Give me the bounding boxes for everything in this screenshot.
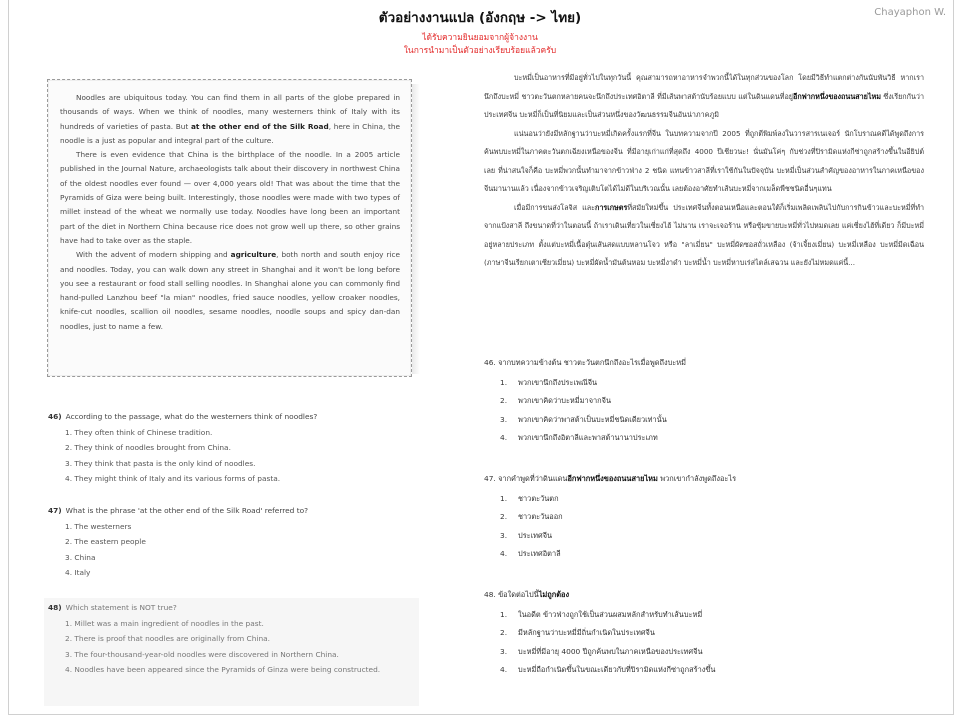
option: 3. ประเทศจีน — [500, 530, 553, 540]
option: 2. The eastern people — [65, 537, 146, 546]
passage-paragraph-3: With the advent of modern shipping and agriculture, both north and south enjoy rice and noodles. Today, you can walk down any street in Shanghai and it won't be long before you see a restaurant or food stall selling noodles. In Shanghai alone you can commonly find hand-pulled Lanzhou beef "la mian" noodles, fried sauce noodles, yellow croaker noodles, knife-cut noodles, scallion oil noodles, sesame noodles, noodle soups and spicy dan-dan noodles, just to name a few. — [60, 250, 400, 331]
option: 2. ชาวตะวันออก — [500, 512, 563, 522]
agriculture-word-thai: การเกษตร — [594, 202, 628, 212]
option: 1. ในอดีต ข้าวฟ่างถูกใช้เป็นส่วนผสมหลักสำหรับทำเส้นบะหมี่ — [500, 609, 703, 619]
option: 4. บะหมี่ถือกำเนิดขึ้นในขณะเดียวกับที่ปิรามิดแห่งกีซ่าถูกสร้างขึ้น — [500, 665, 716, 675]
translation-paragraph-1: บะหมี่เป็นอาหารที่มีอยู่ทั่วไปในทุกวันนี้ คุณสามารถหาอาหารจำพวกนี้ได้ในทุกส่วนของโลก โดยมีวิธีทำแตกต่างกันนับพันวิธี หากเรานึกถึงบะหมี่ ชาวตะวันตกหลายคนจะนึกถึงประเทศอิตาลี ที่มีเส้นพาสต้านับร้อยแบบ แต่ในดินแดนที่อยู่อีกฟากหนึ่งของถนนสายไหม ซึ่งเรียกกันว่าประเทศจีน บะหมี่ก็เป็นที่นิยมและเป็นส่วนหนึ่งของวัฒนธรรมจีนอันน่าภาคภูมิ — [484, 73, 924, 119]
option: 2. พวกเขาคิดว่าบะหมี่มาจากจีน — [500, 396, 612, 406]
scan-shadow — [412, 84, 420, 374]
silk-road-phrase-thai: อีกฟากหนึ่งของถนนสายไหม — [793, 91, 881, 101]
option: 2. They think of noodles brought from China. — [65, 443, 231, 452]
permission-note-line-2: ในการนำมาเป็นตัวอย่างเรียบร้อยแล้วครับ — [403, 46, 557, 56]
english-question-46: 46) According to the passage, what do the westerners think of noodles? 1. They often think of Chinese tradition. 2. They think of noodles brought from China. 3. They think that pasta is the only kind of noodles. 4. They might think of Italy and its various forms of pasta. — [48, 409, 408, 487]
option: 1. Millet was a main ingredient of noodles in the past. — [65, 618, 264, 628]
thai-question-47: 47. จากคำพูดที่ว่าดินแดนอีกฟากหนึ่งของถนนสายไหม พวกเขากำลังพูดถึงอะไร 1. ชาวตะวันตก 2. ชาวตะวันออก 3. ประเทศจีน 4. ประเทศอิตาลี — [484, 470, 924, 564]
english-question-47: 47) What is the phrase 'at the other end of the Silk Road' referred to? 1. The westerners 2. The eastern people 3. China 4. Italy — [48, 503, 408, 581]
option: 3. The four-thousand-year-old noodles were discovered in Northern China. — [65, 649, 339, 659]
option: 3. บะหมี่ที่มีอายุ 4000 ปีถูกค้นพบในภาคเหนือของประเทศจีน — [500, 646, 703, 656]
agriculture-word: agriculture — [230, 250, 277, 260]
option: 2. There is proof that noodles are originally from China. — [65, 634, 271, 643]
permission-note-line-1: ได้รับความยินยอมจากผู้จ้างงาน — [422, 33, 538, 43]
passage-paragraph-1: Noodles are ubiquitous today. You can find them in all parts of the globe prepared in thousands of ways. When we think of noodles, many westerners think of Italy with its hundreds of varieties of pasta. But at the other end of the Silk Road, here in China, the noodle is a just as popular and integral part of the culture. — [60, 93, 400, 145]
option: 1. The westerners — [65, 521, 132, 531]
option: 4. Italy — [65, 568, 91, 577]
silk-road-phrase: at the other end of the Silk Road — [190, 121, 329, 131]
translation-paragraph-2: แน่นอนว่ายังมีหลักฐานว่าบะหมี่เกิดครั้งแรกที่จีน ในบทความจากปี 2005 ที่ถูกตีพิมพ์ลงในวารสารเนเจอร์ นักโบราณคดีได้พูดถึงการค้นพบบะหมี่ในภาคตะวันตกเฉียงเหนือของจีน ที่มีอายุเก่าแก่ที่สุดถึง 4000 ปีเชียวนะ! นั่นมันโค่ๆ กับช่วงที่ปิรามิดแห่งกีซ่าถูกสร้างขึ้นในอียิปต์เลย ที่น่าสนใจก็คือ บะหมี่พวกนั้นทำมาจากข้าวฟ่าง 2 ชนิด แทนข้าวสาลีที่เราใช้กันในปัจจุบัน บะหมี่เป็นส่วนสำคัญของอาหารในภาคเหนือของจีนมานานแล้ว เนื่องจากข้าวเจริญเติบโตได้ไม่ดีในบริเวณนั้น เลยต้องอาศัยทำเส้นบะหมี่จากเมล็ดพืชชนิดอื่นๆแทน — [484, 128, 924, 193]
english-passage-box — [47, 79, 412, 377]
option: 2. มีหลักฐานว่าบะหมี่มีถิ่นกำเนิดในประเทศจีน — [500, 628, 655, 638]
thai-question-48: 48. ข้อใดต่อไปนี้ไม่ถูกต้อง 1. ในอดีต ข้าวฟ่างถูกใช้เป็นส่วนผสมหลักสำหรับทำเส้นบะหมี่ 2. มีหลักฐานว่าบะหมี่มีถิ่นกำเนิดในประเทศจีน 3. บะหมี่ที่มีอายุ 4000 ปีถูกค้นพบในภาคเหนือของประเทศจีน 4. บะหมี่ถือกำเนิดขึ้นในขณะเดียวกับที่ปิรามิดแห่งกีซ่าถูกสร้างขึ้น — [484, 586, 924, 680]
option: 1. พวกเขานึกถึงประเพณีจีน — [500, 377, 598, 387]
option: 3. They think that pasta is the only kind of noodles. — [65, 458, 256, 468]
option: 4. ประเทศอิตาลี — [500, 549, 561, 559]
thai-question-46: 46. จากบทความข้างต้น ชาวตะวันตกนึกถึงอะไรเมื่อพูดถึงบะหมี่ 1. พวกเขานึกถึงประเพณีจีน 2. พวกเขาคิดว่าบะหมี่มาจากจีน 3. พวกเขาคิดว่าพาสต้าเป็นบะหมี่ชนิดเดียวเท่านั้น 4. พวกเขานึกถึงอิตาลีและพาสต้านานาประเภท — [484, 354, 924, 448]
passage-paragraph-2: There is even evidence that China is the birthplace of the noodle. In a 2005 article published in the Journal Nature, archaeologists talk about their discovery in northwest China of the oldest noodles ever found — over 4,000 years old! That was about the time that the Pyramids of Giza were being built. Interestingly, those noodles were made with two types of millet instead of the wheat we normally use today. Noodles have long been an important part of the diet in Northern China because rice does not grow well up there, so other grains have had to take over as the staple. — [60, 150, 400, 245]
option: 4. They might think of Italy and its various forms of pasta. — [65, 474, 281, 483]
author-name: Chayaphon W. — [874, 7, 946, 18]
english-question-48: 48) Which statement is NOT true? 1. Millet was a main ingredient of noodles in the past. 2. There is proof that noodles are originally from China. 3. The four-thousand-year-old noodles were discovered in Northern China. 4. Noodles have been appeared since the Pyramids of Ginza were being constructed. — [48, 600, 408, 678]
option: 3. พวกเขาคิดว่าพาสต้าเป็นบะหมี่ชนิดเดียวเท่านั้น — [500, 414, 667, 424]
option: 4. Noodles have been appeared since the Pyramids of Ginza were being constructed. — [65, 665, 381, 674]
option: 4. พวกเขานึกถึงอิตาลีและพาสต้านานาประเภท — [500, 433, 658, 443]
page-title: ตัวอย่างงานแปล (อังกฤษ -> ไทย) — [378, 10, 582, 26]
option: 3. China — [65, 552, 96, 562]
option: 1. ชาวตะวันตก — [500, 493, 559, 503]
option: 1. They often think of Chinese tradition. — [65, 427, 213, 437]
thai-translation — [484, 69, 924, 273]
translation-paragraph-3: เมื่อมีการขนส่งโลจิส และการเกษตรที่สมัยใหม่ขึ้น ประเทศจีนทั้งตอนเหนือและตอนใต้ก็เริ่มเพลิดเพลินไปกับการกินข้าวและบะหมี่ที่ทำจากแป้งสาลี ถึงขนาดที่ว่าในตอนนี้ ถ้าเราเดินเที่ยวในเซี่ยงไฮ้ ไม่นาน เราจะเจอร้าน หรือซุ้มขายบะหมี่ทั่วไปหมดเลย แค่เซี่ยงไฮ้ที่เดียว ก็มีบะหมี่อยู่หลายประเภท ตั้งแต่บะหมี่เนื้อตุ๋นเส้นสดแบบหลานโจว หรือ "ลาเมี่ยน" บะหมี่ผัดซอสถั่วเหลือง (จ้าเจี้ยงเมี่ยน) บะหมี่เหลือง บะหมี่มีดเฉือน (ภาษาจีนเรียกเตาเซียวเมี่ยน) บะหมี่ผัดน้ำมันต้นหอม บะหมี่งาดำ บะหมี่น้ำ บะหมี่หาบเร่สไตล์เสฉวน และยังไม่หมดแค่นี้... — [484, 202, 924, 267]
